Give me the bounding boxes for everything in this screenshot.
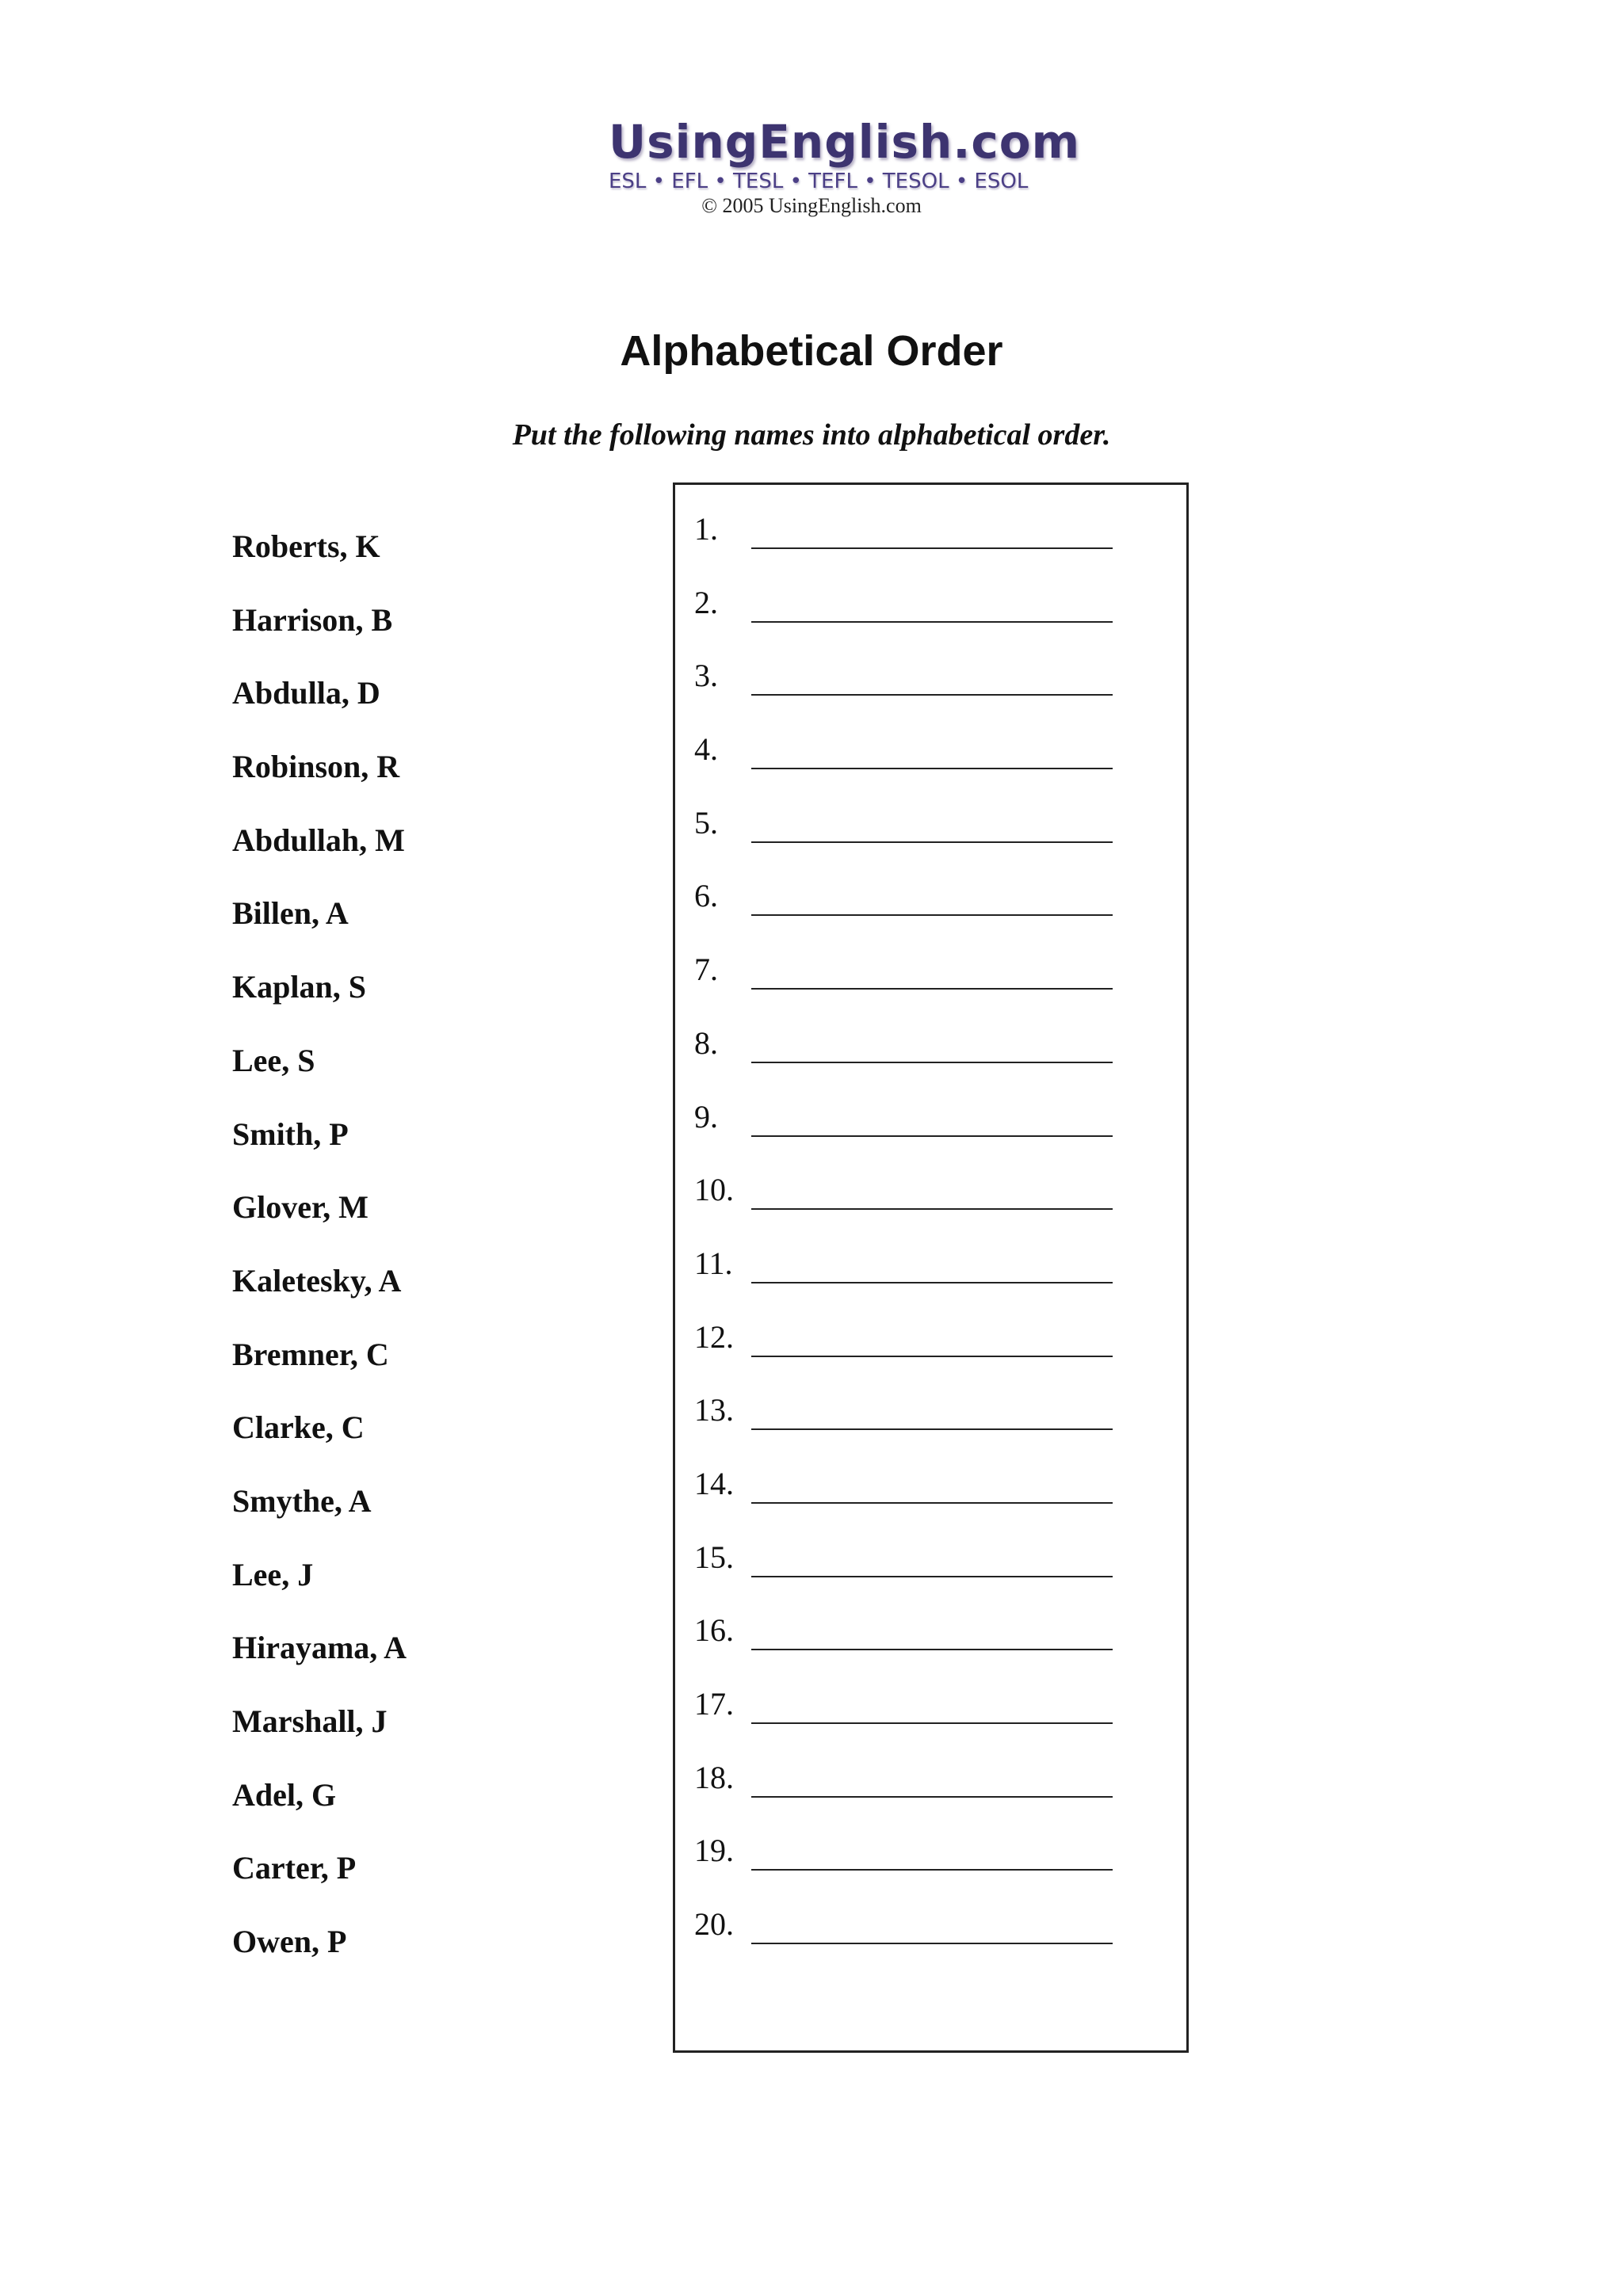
answer-number: 10. (694, 1172, 734, 1208)
answer-row (694, 1682, 1122, 1756)
answer-number: 13. (694, 1392, 734, 1428)
name-item: Hirayama, A (232, 1630, 407, 1666)
answer-row (694, 948, 1122, 1021)
name-item: Glover, M (232, 1189, 369, 1226)
answer-blank-line[interactable] (751, 988, 1113, 990)
answer-number: 1. (694, 511, 718, 547)
answer-blank-line[interactable] (751, 1796, 1113, 1798)
answer-blank-line[interactable] (751, 621, 1113, 623)
answer-row (694, 874, 1122, 948)
site-logo (609, 115, 1081, 193)
answer-blank-line[interactable] (751, 1062, 1113, 1063)
answer-blank-line[interactable] (751, 1502, 1113, 1504)
answer-number: 14. (694, 1465, 734, 1501)
name-item: Adel, G (232, 1776, 337, 1813)
logo-wordmark: UsingEnglish.com (609, 115, 1081, 169)
answer-blank-line[interactable] (751, 841, 1113, 843)
name-item: Marshall, J (232, 1703, 388, 1739)
answer-row (694, 727, 1122, 801)
answer-blank-line[interactable] (751, 1649, 1113, 1650)
names-list (232, 523, 407, 1992)
name-item: Kaplan, S (232, 969, 366, 1005)
answer-blank-line[interactable] (751, 547, 1113, 549)
answer-blank-line[interactable] (751, 1722, 1113, 1724)
name-item: Clarke, C (232, 1409, 365, 1446)
answer-blank-line[interactable] (751, 914, 1113, 916)
name-item: Smythe, A (232, 1482, 372, 1519)
answer-blank-line[interactable] (751, 1135, 1113, 1137)
name-item: Kaletesky, A (232, 1262, 402, 1299)
answer-number: 18. (694, 1759, 734, 1795)
answer-number: 3. (694, 658, 718, 694)
answer-row (694, 1021, 1122, 1095)
answer-row (694, 1756, 1122, 1829)
answer-blank-line[interactable] (751, 1208, 1113, 1210)
name-item: Roberts, K (232, 528, 380, 564)
answer-number: 20. (694, 1906, 734, 1943)
name-item: Robinson, R (232, 749, 400, 785)
answer-blank-line[interactable] (751, 1356, 1113, 1357)
answer-blank-line[interactable] (751, 768, 1113, 769)
answer-list (694, 507, 1122, 1976)
answer-number: 15. (694, 1539, 734, 1575)
answer-row (694, 1241, 1122, 1315)
name-item: Smith, P (232, 1116, 349, 1152)
name-item: Billen, A (232, 895, 349, 932)
copyright-notice: © 2005 UsingEnglish.com (701, 194, 922, 217)
answer-number: 17. (694, 1686, 734, 1722)
answer-row (694, 1608, 1122, 1682)
name-item: Carter, P (232, 1850, 357, 1886)
answer-row (694, 801, 1122, 875)
answer-blank-line[interactable] (751, 1576, 1113, 1577)
answer-blank-line[interactable] (751, 1428, 1113, 1430)
answer-row (694, 1388, 1122, 1462)
answer-row (694, 1462, 1122, 1535)
page-title: Alphabetical Order (620, 327, 1003, 375)
answer-blank-line[interactable] (751, 1282, 1113, 1283)
answer-number: 9. (694, 1098, 718, 1135)
instructions: Put the following names into alphabetical order. (512, 418, 1111, 452)
answer-row (694, 1095, 1122, 1169)
answer-number: 4. (694, 731, 718, 768)
answer-row (694, 507, 1122, 581)
logo-tagline: ESL • EFL • TESL • TEFL • TESOL • ESOL (609, 170, 1029, 193)
answer-number: 2. (694, 584, 718, 620)
answer-row (694, 654, 1122, 727)
answer-row (694, 1902, 1122, 1976)
answer-row (694, 581, 1122, 654)
answer-blank-line[interactable] (751, 1869, 1113, 1871)
name-item: Owen, P (232, 1924, 347, 1960)
name-item: Abdullah, M (232, 822, 405, 858)
name-item: Abdulla, D (232, 675, 380, 711)
name-item: Bremner, C (232, 1336, 389, 1372)
answer-row (694, 1315, 1122, 1389)
answer-number: 6. (694, 878, 718, 914)
answer-number: 5. (694, 804, 718, 841)
answer-number: 7. (694, 952, 718, 988)
answer-number: 19. (694, 1833, 734, 1869)
name-item: Lee, S (232, 1042, 315, 1078)
name-item: Harrison, B (232, 601, 393, 638)
answer-number: 8. (694, 1024, 718, 1061)
answer-number: 11. (694, 1245, 733, 1281)
answer-row (694, 1535, 1122, 1609)
answer-blank-line[interactable] (751, 1943, 1113, 1944)
answer-row (694, 1168, 1122, 1241)
answer-blank-line[interactable] (751, 694, 1113, 696)
answer-row (694, 1829, 1122, 1902)
name-item: Lee, J (232, 1556, 314, 1592)
answer-number: 12. (694, 1318, 734, 1355)
answer-number: 16. (694, 1612, 734, 1649)
